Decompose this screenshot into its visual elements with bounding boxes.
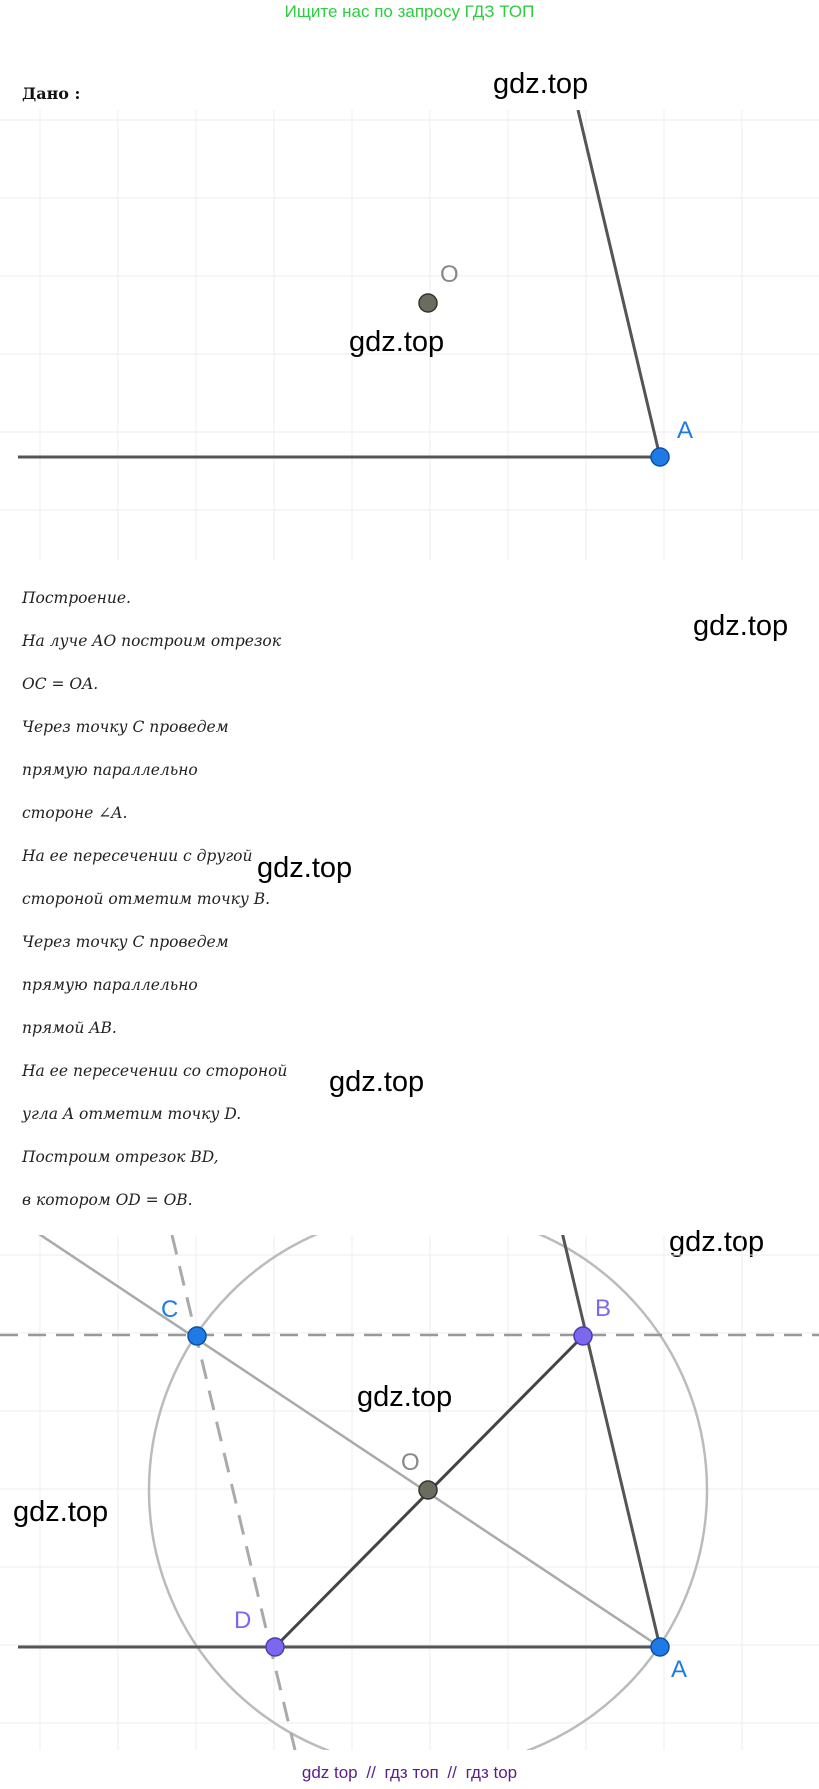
- step-text: На ее пересечении с другой: [22, 847, 253, 865]
- watermark: gdz.top: [693, 610, 789, 642]
- step-text: в котором OD = OB.: [22, 1191, 193, 1209]
- step-text: прямой AB.: [22, 1019, 117, 1037]
- footer-links: [0, 1763, 819, 1783]
- point-a: [651, 448, 669, 466]
- label-o: O: [401, 1449, 420, 1476]
- watermark: gdz.top: [13, 1496, 109, 1528]
- point-c: [188, 1327, 206, 1345]
- point-a: [651, 1638, 669, 1656]
- step-text: прямую параллельно: [22, 761, 198, 779]
- watermark: gdz.top: [357, 1381, 453, 1413]
- point-o: [419, 294, 437, 312]
- dashed-line-cd: [172, 1235, 295, 1750]
- point-d: [266, 1638, 284, 1656]
- watermark: gdz.top: [329, 1066, 425, 1098]
- label-d: D: [234, 1607, 252, 1634]
- step-text: Через точку C проведем: [22, 933, 229, 951]
- step-text: На ее пересечении со стороной: [22, 1062, 288, 1080]
- label-b: B: [595, 1295, 612, 1322]
- grid: [0, 1235, 819, 1750]
- step-text: На луче AO построим отрезок: [22, 632, 281, 650]
- point-o: [419, 1481, 437, 1499]
- point-b: [574, 1327, 592, 1345]
- step-text: стороне ∠A.: [22, 804, 128, 822]
- step-text: угла A отметим точку D.: [22, 1105, 242, 1123]
- step-text: прямую параллельно: [22, 976, 198, 994]
- watermark: gdz.top: [669, 1226, 765, 1258]
- label-a: A: [671, 1656, 688, 1683]
- footer-link[interactable]: gdz top: [301, 1763, 358, 1782]
- footer-link[interactable]: гдз топ: [384, 1763, 439, 1782]
- watermark: gdz.top: [349, 326, 445, 358]
- step-text: OC = OA.: [22, 675, 99, 693]
- footer-separator: //: [447, 1763, 457, 1782]
- step-text: Через точку C проведем: [22, 718, 229, 736]
- step-text: стороной отметим точку B.: [22, 890, 271, 908]
- footer-separator: //: [366, 1763, 376, 1782]
- ray-ca: [18, 1235, 660, 1647]
- ray-slanted: [578, 110, 660, 457]
- step-text: Построим отрезок BD,: [22, 1148, 219, 1166]
- figure-construction: [0, 1235, 819, 1750]
- watermark: gdz.top: [493, 68, 589, 100]
- footer-link[interactable]: гдз top: [465, 1763, 518, 1782]
- step-text: Построение.: [22, 589, 131, 607]
- label-o: O: [440, 261, 459, 288]
- top-banner: Ищите нас по запросу ГДЗ ТОП: [284, 2, 535, 21]
- label-a: A: [677, 417, 694, 444]
- given-label: Дано :: [22, 84, 81, 103]
- watermark: gdz.top: [257, 852, 353, 884]
- label-c: C: [161, 1296, 179, 1323]
